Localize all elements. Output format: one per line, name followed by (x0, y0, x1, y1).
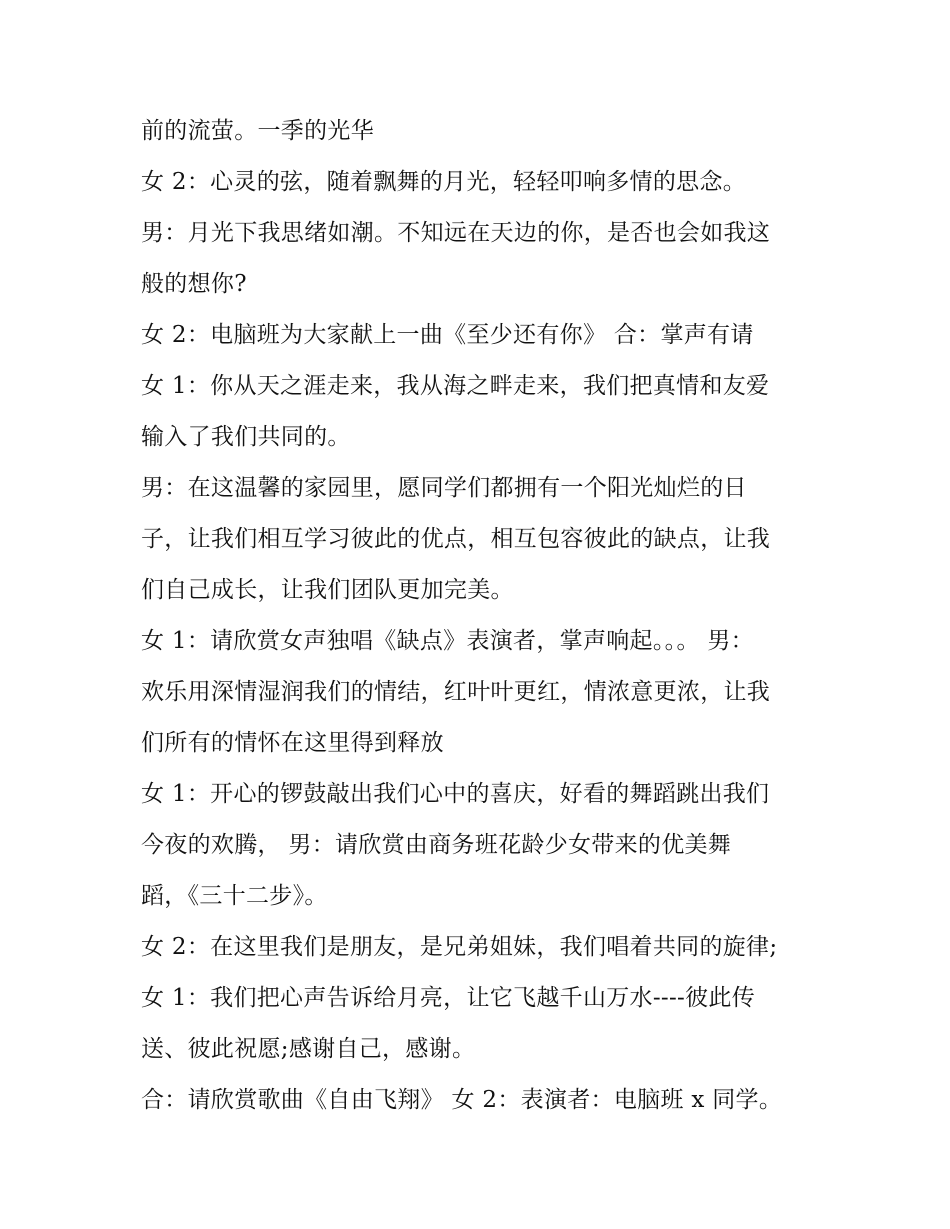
text-line: 女 1：你从天之涯走来，我从海之畔走来，我们把真情和友爱 (141, 373, 770, 399)
text-line: 输入了我们共同的。 (141, 424, 351, 450)
text-line: 子，让我们相互学习彼此的优点，相互包容彼此的缺点，让我 (141, 526, 771, 552)
text-line: 送、彼此祝愿;感谢自己，感谢。 (141, 1036, 476, 1062)
text-line: 今夜的欢腾， 男：请欣赏由商务班花龄少女带来的优美舞 (141, 832, 732, 858)
text-line: 欢乐用深情湿润我们的情结，红叶叶更红，情浓意更浓，让我 (141, 679, 771, 705)
text-line: 蹈，《三十二步》。 (141, 883, 328, 909)
text-line: 合：请欣赏歌曲《自由飞翔》 女 2：表演者：电脑班 x 同学。 (141, 1087, 783, 1113)
text-line: 们所有的情怀在这里得到释放 (141, 730, 444, 756)
text-line: 般的想你? (141, 271, 247, 297)
document-body (141, 106, 831, 1126)
text-line: 女 2：心灵的弦，随着飘舞的月光，轻轻叩响多情的思念。 (141, 169, 747, 195)
text-line: 女 1：我们把心声告诉给月亮，让它飞越千山万水----彼此传 (141, 985, 756, 1011)
text-line: 女 1：请欣赏女声独唱《缺点》表演者，掌声响起。。。 男： (141, 628, 754, 654)
text-line: 男：月光下我思绪如潮。不知远在天边的你，是否也会如我这 (141, 220, 771, 246)
text-line: 前的流萤。一季的光华 (141, 118, 374, 144)
text-line: 女 2：电脑班为大家献上一曲《至少还有你》 合：掌声有请 (141, 322, 754, 348)
text-line: 女 1：开心的锣鼓敲出我们心中的喜庆，好看的舞蹈跳出我们 (141, 781, 770, 807)
text-line: 们自己成长，让我们团队更加完美。 (141, 577, 514, 603)
text-line: 男：在这温馨的家园里，愿同学们都拥有一个阳光灿烂的日 (141, 475, 747, 501)
text-line: 女 2：在这里我们是朋友，是兄弟姐妹，我们唱着共同的旋律; (141, 934, 778, 960)
